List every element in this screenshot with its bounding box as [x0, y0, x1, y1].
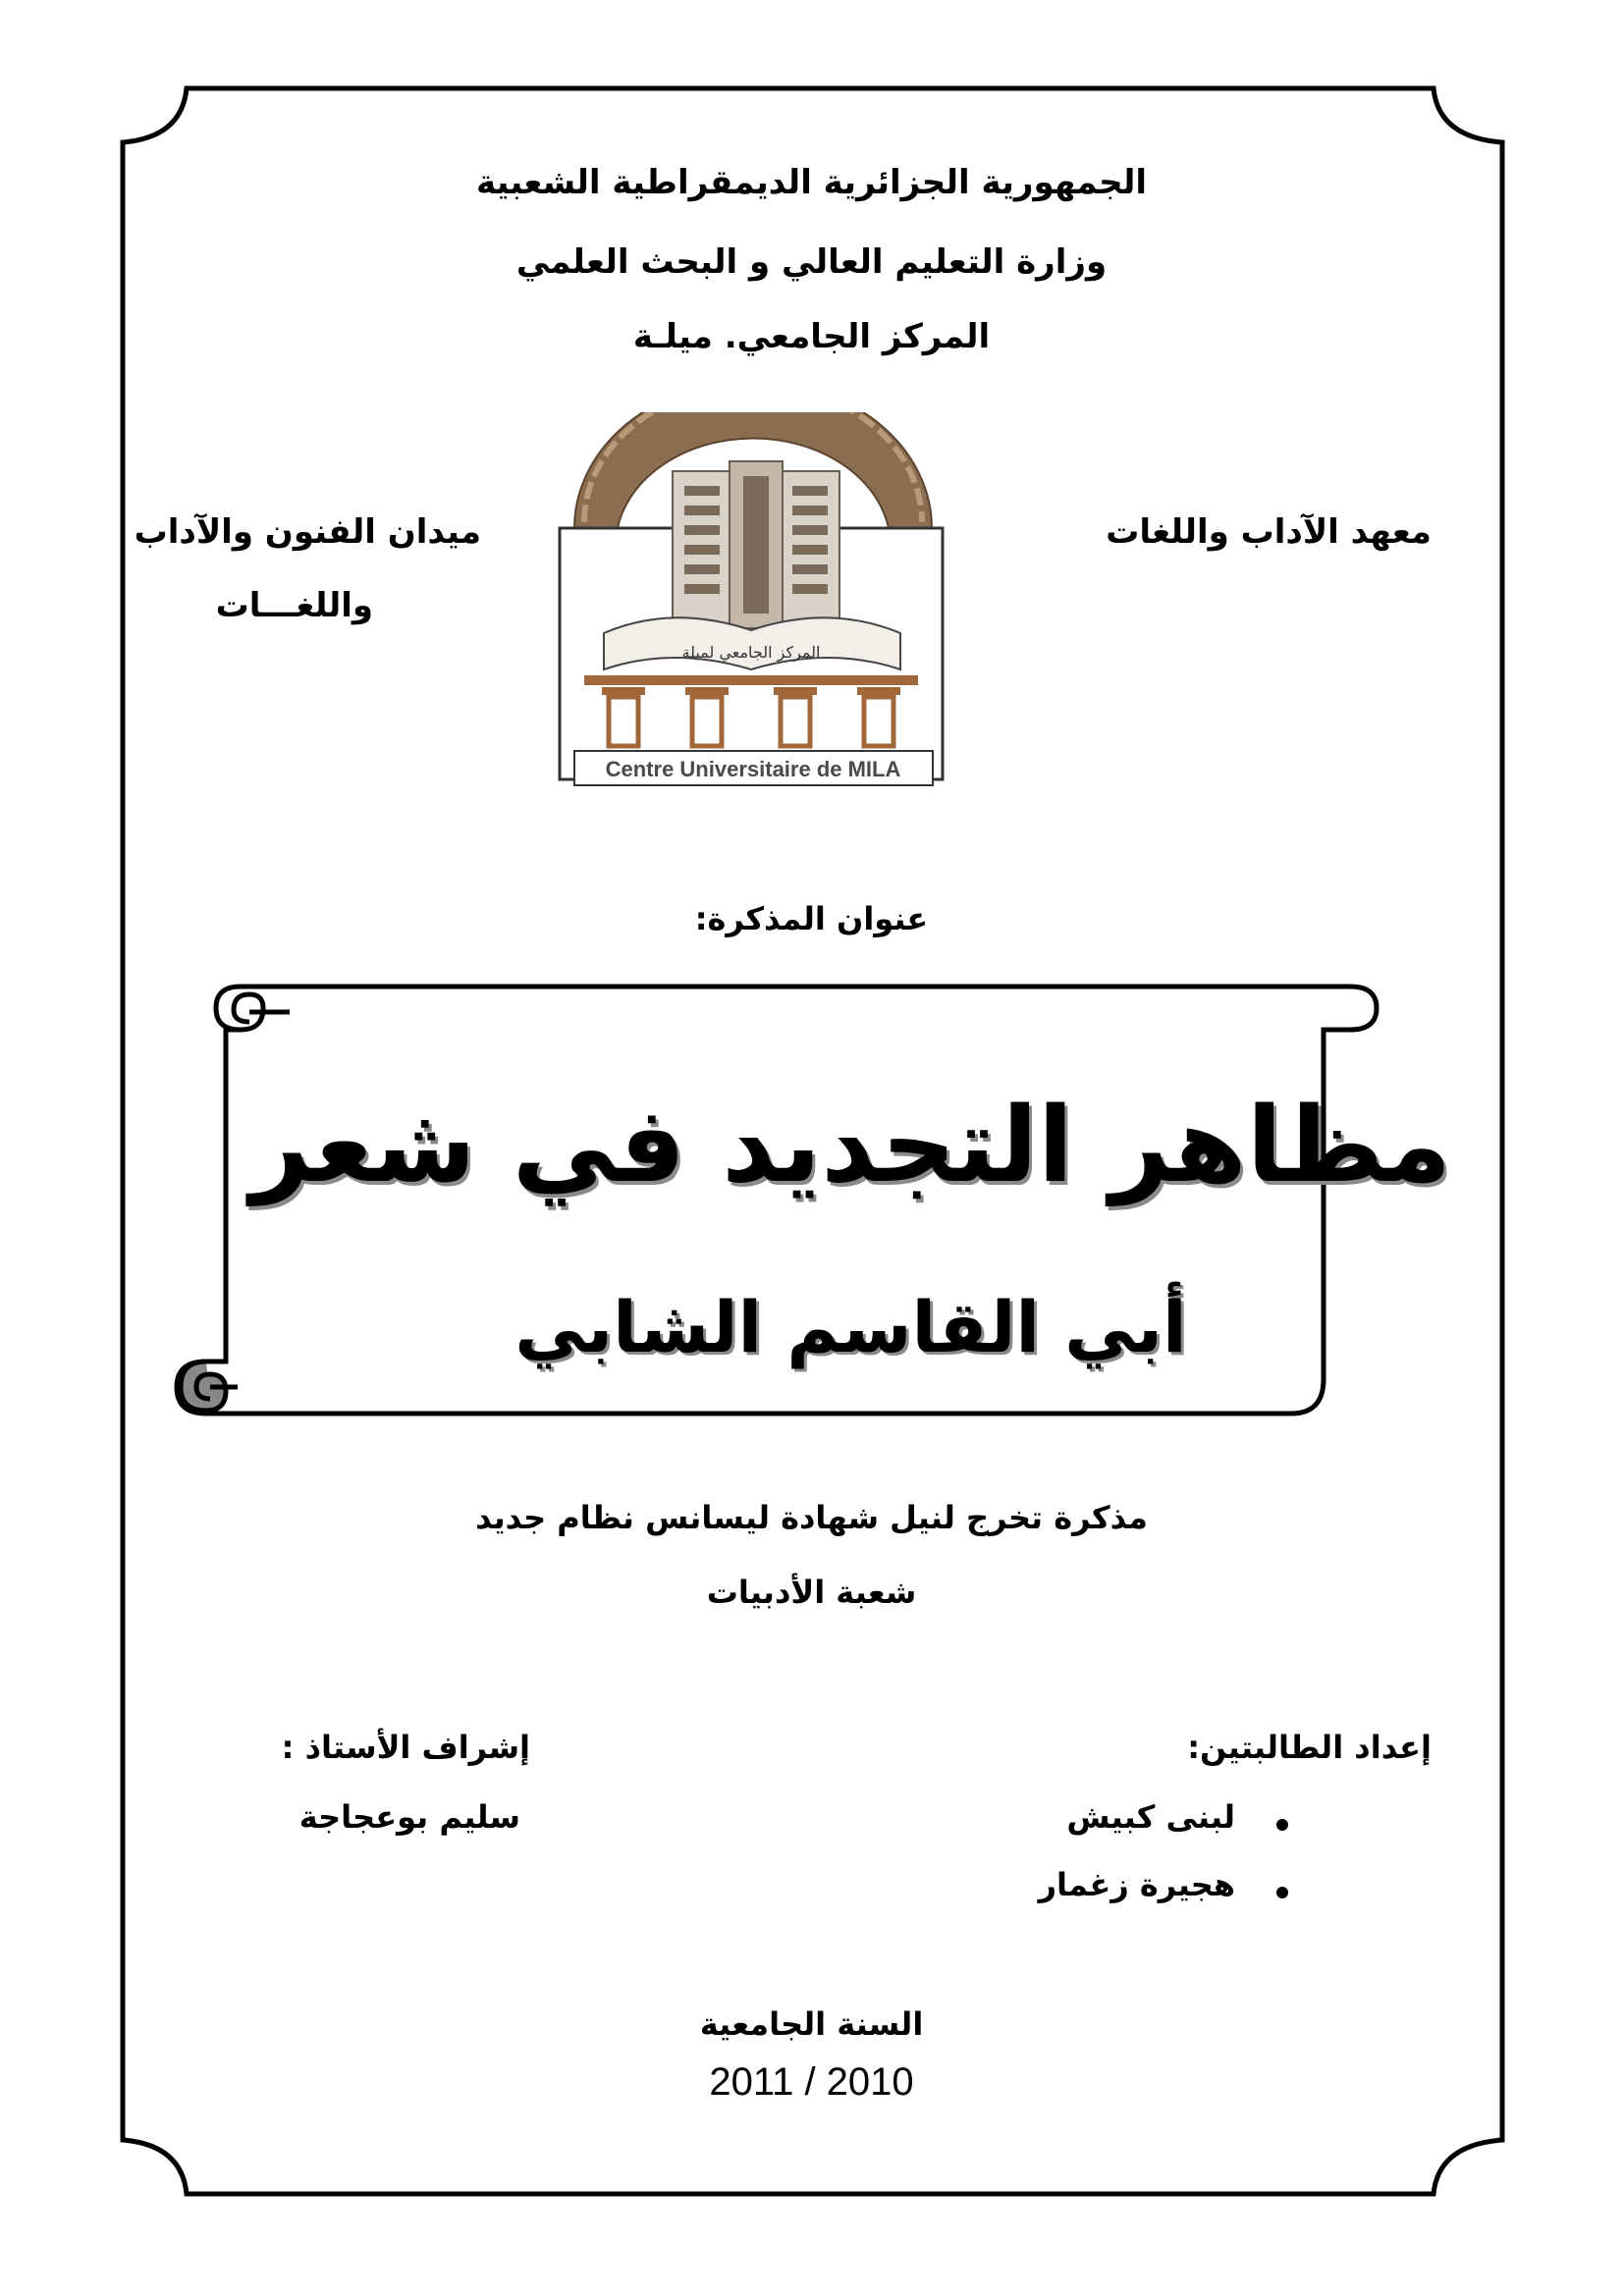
memoir-title-line-2: أبي القاسم الشابي: [514, 1286, 1187, 1368]
student-name-1: لبنى كبيش: [1066, 1798, 1235, 1836]
field-line-2: واللغـــات: [215, 586, 373, 625]
student-name-2: هجيرة زغمار: [1038, 1866, 1235, 1903]
country-name: الجمهورية الجزائرية الديمقراطية الشعبية: [476, 163, 1147, 202]
degree-description: مذكرة تخرج لنيل شهادة ليسانس نظام جديد: [475, 1499, 1148, 1536]
students-label: إعداد الطالبتين:: [1187, 1729, 1432, 1766]
field-line-1: ميدان الفنون والآداب: [134, 512, 481, 552]
title-label: عنوان المذكرة:: [694, 900, 929, 937]
academic-year-label: السنة الجامعية: [699, 2005, 924, 2043]
logo-arabic-text: المركز الجامعي لميلة: [681, 643, 821, 662]
university-name: المركز الجامعي. ميلـة: [632, 317, 991, 356]
memoir-title-line-1: مظاهر التجديد في شعر: [249, 1085, 1452, 1205]
bullet-icon: [1276, 1819, 1288, 1831]
bullet-icon: [1276, 1887, 1288, 1898]
supervisor-name: سليم بوعجاجة: [298, 1798, 520, 1836]
institute-name: معهد الآداب واللغات: [1106, 512, 1432, 552]
academic-year-value: 2011 / 2010: [709, 2060, 914, 2104]
supervisor-label: إشراف الأستاذ :: [281, 1729, 530, 1766]
degree-branch: شعبة الأدبيات: [706, 1574, 917, 1611]
university-logo: [555, 412, 947, 790]
ministry-name: وزارة التعليم العالي و البحث العلمي: [515, 242, 1108, 282]
logo-caption: Centre Universitaire de MILA: [605, 757, 901, 781]
